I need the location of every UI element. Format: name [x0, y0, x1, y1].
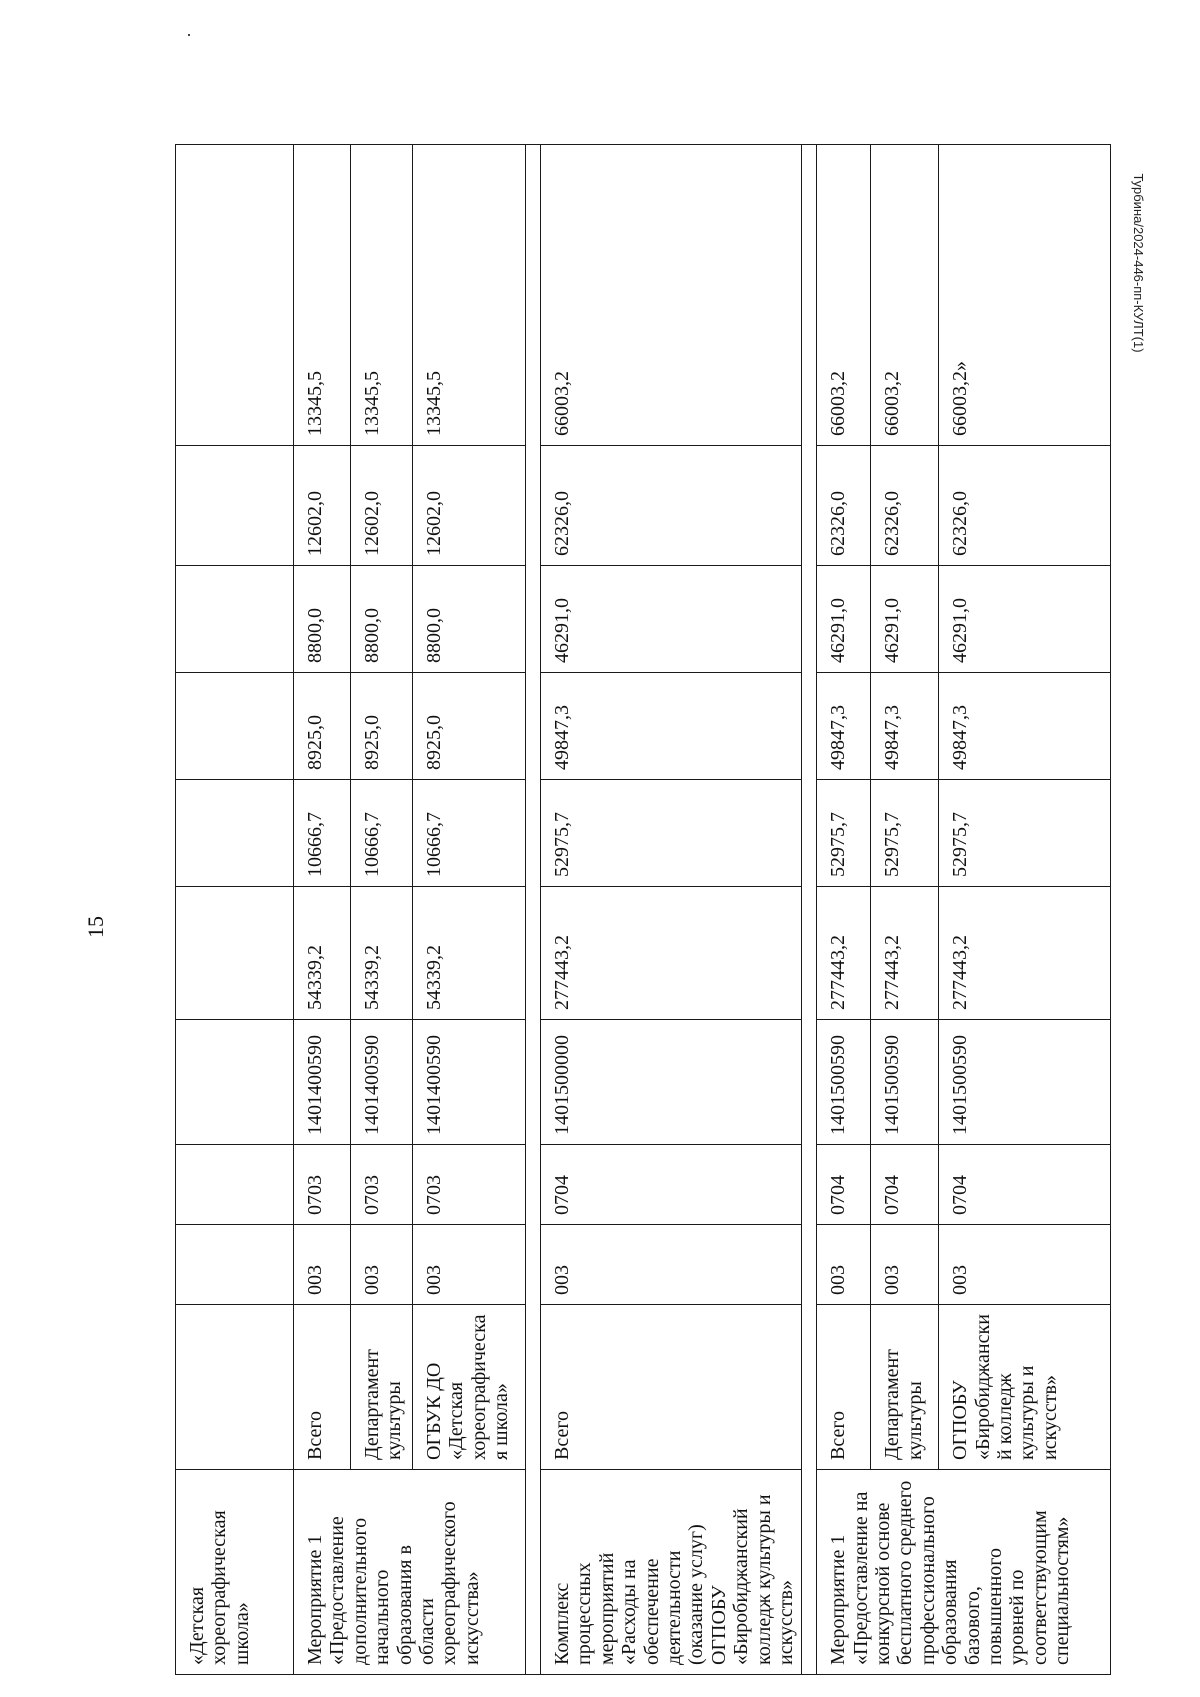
- cell-measure: Мероприятие 1 «Предоставление на конкурсной основе бесплатного среднего профессионального образования базового, повышенного уровней по соответствующим специальностям»: [817, 1470, 1111, 1675]
- cell-year4: 12602,0: [413, 446, 526, 566]
- rotated-table-wrapper: [175, 145, 1074, 1675]
- cell-year2: 49847,3: [541, 673, 802, 780]
- cell-executor: [176, 1305, 294, 1470]
- cell-year4: 62326,0: [541, 446, 802, 566]
- table-row: [413, 145, 526, 1675]
- cell-year1: 10666,7: [413, 780, 526, 887]
- cell-year3: 46291,0: [871, 566, 939, 673]
- cell-grbs: 003: [817, 1225, 871, 1305]
- cell-csr: 1401500590: [871, 1020, 939, 1145]
- cell-year5: 66003,2: [817, 145, 871, 446]
- cell-executor: Всего: [541, 1305, 802, 1470]
- cell-grbs: [176, 1225, 294, 1305]
- cell-year3: 46291,0: [541, 566, 802, 673]
- cell-rzpr: 0704: [541, 1145, 802, 1225]
- page-number: 15: [83, 916, 108, 938]
- row-gap: [526, 145, 541, 1675]
- cell-grbs: 003: [413, 1225, 526, 1305]
- cell-total: 54339,2: [413, 887, 526, 1020]
- table-row: [939, 145, 1111, 1675]
- cell-total: 277443,2: [541, 887, 802, 1020]
- budget-table: [175, 144, 1111, 1675]
- cell-rzpr: 0704: [817, 1145, 871, 1225]
- cell-year4: 12602,0: [294, 446, 351, 566]
- cell-executor: ОГПОБУ «Биробиджанский колледж культуры и искусств»: [939, 1305, 1111, 1470]
- cell-year5: 13345,5: [351, 145, 413, 446]
- cell-rzpr: [176, 1145, 294, 1225]
- cell-csr: 1401500000: [541, 1020, 802, 1145]
- cell-total: 54339,2: [351, 887, 413, 1020]
- cell-year1: 52975,7: [817, 780, 871, 887]
- cell-grbs: 003: [351, 1225, 413, 1305]
- table-row: [351, 145, 413, 1675]
- cell-grbs: 003: [541, 1225, 802, 1305]
- cell-year3: 8800,0: [351, 566, 413, 673]
- cell-year1: [176, 780, 294, 887]
- cell-year4: 12602,0: [351, 446, 413, 566]
- cell-year2: 49847,3: [939, 673, 1111, 780]
- cell-year5: [176, 145, 294, 446]
- cell-executor: ОГБУК ДО «Детская хореографическая школа»: [413, 1305, 526, 1470]
- cell-year5: 66003,2: [541, 145, 802, 446]
- cell-year1: 10666,7: [294, 780, 351, 887]
- cell-total: 54339,2: [294, 887, 351, 1020]
- cell-total: 277443,2: [817, 887, 871, 1020]
- table-row: [871, 145, 939, 1675]
- cell-csr: 1401400590: [294, 1020, 351, 1145]
- cell-year1: 52975,7: [939, 780, 1111, 887]
- cell-year3: 8800,0: [413, 566, 526, 673]
- cell-executor: Всего: [294, 1305, 351, 1470]
- cell-rzpr: 0703: [294, 1145, 351, 1225]
- table-row: [541, 145, 802, 1675]
- cell-executor: Департамент культуры: [871, 1305, 939, 1470]
- cell-total: 277443,2: [871, 887, 939, 1020]
- cell-measure: Мероприятие 1 «Предоставление дополнительного начального образования в области хореографического искусства»: [294, 1470, 526, 1675]
- cell-executor: Всего: [817, 1305, 871, 1470]
- table-row: [817, 145, 871, 1675]
- cell-year4: 62326,0: [871, 446, 939, 566]
- cell-year2: 8925,0: [413, 673, 526, 780]
- cell-year2: 8925,0: [351, 673, 413, 780]
- table-row: [294, 145, 351, 1675]
- cell-year5: 13345,5: [413, 145, 526, 446]
- cell-year2: 49847,3: [871, 673, 939, 780]
- cell-total: [176, 887, 294, 1020]
- cell-year2: 8925,0: [294, 673, 351, 780]
- cell-csr: 1401400590: [351, 1020, 413, 1145]
- cell-year5: 13345,5: [294, 145, 351, 446]
- cell-year2: [176, 673, 294, 780]
- cell-year4: 62326,0: [939, 446, 1111, 566]
- cell-year3: 46291,0: [817, 566, 871, 673]
- cell-year1: 10666,7: [351, 780, 413, 887]
- cell-measure: «Детская хореографическая школа»: [176, 1470, 294, 1675]
- scan-speck: [188, 34, 190, 36]
- cell-year3: [176, 566, 294, 673]
- cell-year2: 49847,3: [817, 673, 871, 780]
- cell-grbs: 003: [939, 1225, 1111, 1305]
- cell-year4: [176, 446, 294, 566]
- cell-grbs: 003: [871, 1225, 939, 1305]
- row-gap: [802, 145, 817, 1675]
- cell-year3: 8800,0: [294, 566, 351, 673]
- cell-rzpr: 0704: [871, 1145, 939, 1225]
- cell-rzpr: 0704: [939, 1145, 1111, 1225]
- cell-rzpr: 0703: [351, 1145, 413, 1225]
- cell-grbs: 003: [294, 1225, 351, 1305]
- cell-year5: 66003,2»: [939, 145, 1111, 446]
- cell-rzpr: 0703: [413, 1145, 526, 1225]
- cell-total: 277443,2: [939, 887, 1111, 1020]
- cell-csr: 1401500590: [817, 1020, 871, 1145]
- cell-measure: Комплекс процессных мероприятий «Расходы на обеспечение деятельности (оказание услуг) ОГПОБУ «Биробиджанский колледж культуры и искусств»: [541, 1470, 802, 1675]
- cell-year3: 46291,0: [939, 566, 1111, 673]
- cell-year1: 52975,7: [871, 780, 939, 887]
- footer-code: Турбина/2024-446-пп-КУЛТ(1): [1131, 173, 1146, 353]
- cell-year5: 66003,2: [871, 145, 939, 446]
- cell-year4: 62326,0: [817, 446, 871, 566]
- table-row: [176, 145, 294, 1675]
- cell-csr: 1401500590: [939, 1020, 1111, 1145]
- cell-year1: 52975,7: [541, 780, 802, 887]
- cell-executor: Департамент культуры: [351, 1305, 413, 1470]
- cell-csr: [176, 1020, 294, 1145]
- cell-csr: 1401400590: [413, 1020, 526, 1145]
